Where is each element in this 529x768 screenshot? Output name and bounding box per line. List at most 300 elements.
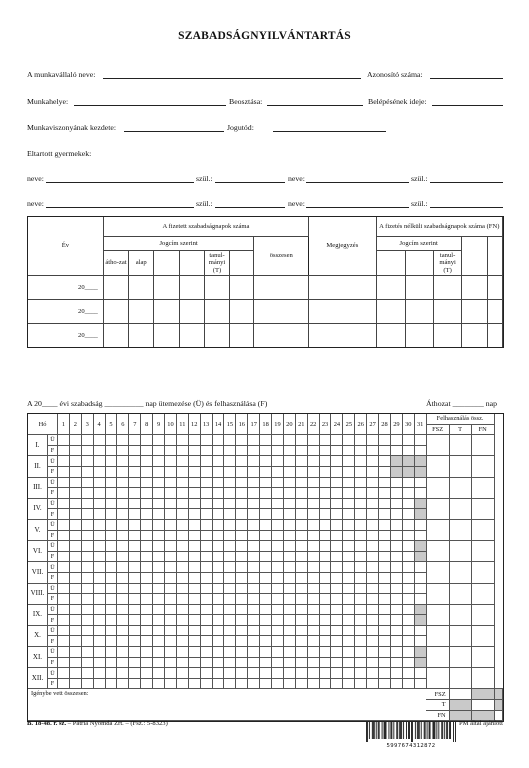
day-cell[interactable]: [117, 498, 129, 509]
day-cell[interactable]: [141, 657, 153, 668]
day-cell[interactable]: [390, 551, 402, 562]
day-cell[interactable]: [153, 477, 165, 488]
day-cell[interactable]: [260, 647, 272, 658]
day-cell[interactable]: [260, 466, 272, 477]
day-cell[interactable]: [105, 466, 117, 477]
day-cell[interactable]: [176, 615, 188, 626]
day-cell[interactable]: [343, 678, 355, 689]
day-cell[interactable]: [212, 498, 224, 509]
day-cell[interactable]: [93, 530, 105, 541]
day-cell[interactable]: [414, 530, 426, 541]
day-cell[interactable]: [319, 615, 331, 626]
day-cell[interactable]: [212, 541, 224, 552]
day-cell[interactable]: [367, 509, 379, 520]
day-cell[interactable]: [129, 636, 141, 647]
day-cell[interactable]: [236, 572, 248, 583]
day-cell[interactable]: [105, 572, 117, 583]
day-cell[interactable]: [272, 488, 284, 499]
day-cell[interactable]: [165, 498, 177, 509]
day-cell[interactable]: [153, 456, 165, 467]
day-cell[interactable]: [343, 488, 355, 499]
day-cell[interactable]: [402, 572, 414, 583]
day-cell[interactable]: [69, 615, 81, 626]
day-cell[interactable]: [129, 456, 141, 467]
day-cell[interactable]: [331, 488, 343, 499]
usage-cell[interactable]: [471, 435, 494, 456]
day-cell[interactable]: [93, 572, 105, 583]
day-cell[interactable]: [188, 604, 200, 615]
day-cell[interactable]: [212, 488, 224, 499]
day-cell[interactable]: [390, 678, 402, 689]
usage-cell[interactable]: [449, 477, 471, 498]
day-cell[interactable]: [105, 541, 117, 552]
day-cell[interactable]: [129, 477, 141, 488]
day-cell[interactable]: [141, 498, 153, 509]
day-cell[interactable]: [248, 435, 260, 446]
day-cell[interactable]: [283, 657, 295, 668]
day-cell[interactable]: [224, 647, 236, 658]
day-cell[interactable]: [212, 530, 224, 541]
usage-cell[interactable]: [449, 647, 471, 668]
day-cell[interactable]: [105, 647, 117, 658]
day-cell[interactable]: [367, 647, 379, 658]
day-cell[interactable]: [81, 466, 93, 477]
day-cell[interactable]: [414, 435, 426, 446]
usage-cell[interactable]: [471, 562, 494, 583]
day-cell[interactable]: [200, 456, 212, 467]
day-cell[interactable]: [129, 668, 141, 679]
day-cell[interactable]: [212, 445, 224, 456]
id-number-field[interactable]: [430, 78, 503, 79]
day-cell[interactable]: [355, 530, 367, 541]
day-cell[interactable]: [212, 604, 224, 615]
day-cell[interactable]: [200, 466, 212, 477]
day-cell[interactable]: [260, 562, 272, 573]
day-cell[interactable]: [272, 615, 284, 626]
day-cell[interactable]: [81, 583, 93, 594]
day-cell[interactable]: [81, 657, 93, 668]
day-cell[interactable]: [367, 636, 379, 647]
usage-cell[interactable]: [426, 625, 449, 646]
day-cell[interactable]: [402, 583, 414, 594]
day-cell[interactable]: [295, 530, 307, 541]
day-cell[interactable]: [188, 678, 200, 689]
day-cell[interactable]: [93, 541, 105, 552]
day-cell[interactable]: [367, 678, 379, 689]
day-cell[interactable]: [402, 530, 414, 541]
day-cell[interactable]: [176, 594, 188, 605]
day-cell[interactable]: [105, 625, 117, 636]
day-cell[interactable]: [224, 456, 236, 467]
day-cell[interactable]: [390, 583, 402, 594]
day-cell[interactable]: [390, 435, 402, 446]
day-cell[interactable]: [212, 519, 224, 530]
day-cell[interactable]: [93, 488, 105, 499]
day-cell[interactable]: [260, 572, 272, 583]
day-cell[interactable]: [390, 509, 402, 520]
day-cell[interactable]: [58, 530, 70, 541]
day-cell[interactable]: [319, 509, 331, 520]
day-cell[interactable]: [188, 594, 200, 605]
day-cell[interactable]: [200, 530, 212, 541]
day-cell[interactable]: [224, 678, 236, 689]
day-cell[interactable]: [260, 435, 272, 446]
day-cell[interactable]: [307, 488, 319, 499]
day-cell[interactable]: [81, 636, 93, 647]
day-cell[interactable]: [343, 625, 355, 636]
day-cell[interactable]: [390, 498, 402, 509]
day-cell[interactable]: [105, 435, 117, 446]
usage-cell[interactable]: [471, 604, 494, 625]
usage-cell[interactable]: [426, 604, 449, 625]
day-cell[interactable]: [272, 604, 284, 615]
usage-cell[interactable]: [471, 519, 494, 540]
usage-cell[interactable]: [449, 519, 471, 540]
day-cell[interactable]: [117, 583, 129, 594]
child-born-field[interactable]: [215, 182, 285, 183]
day-cell[interactable]: [69, 572, 81, 583]
day-cell[interactable]: [200, 435, 212, 446]
day-cell[interactable]: [141, 488, 153, 499]
day-cell[interactable]: [176, 668, 188, 679]
day-cell[interactable]: [236, 541, 248, 552]
day-cell[interactable]: [200, 488, 212, 499]
day-cell[interactable]: [331, 678, 343, 689]
day-cell[interactable]: [153, 541, 165, 552]
day-cell[interactable]: [355, 498, 367, 509]
day-cell[interactable]: [248, 668, 260, 679]
day-cell[interactable]: [236, 583, 248, 594]
usage-cell[interactable]: [426, 541, 449, 562]
day-cell[interactable]: [58, 509, 70, 520]
day-cell[interactable]: [367, 498, 379, 509]
day-cell[interactable]: [176, 657, 188, 668]
day-cell[interactable]: [176, 678, 188, 689]
summary-cell[interactable]: [449, 689, 471, 700]
day-cell[interactable]: [343, 583, 355, 594]
day-cell[interactable]: [117, 541, 129, 552]
day-cell[interactable]: [390, 604, 402, 615]
day-cell[interactable]: [367, 562, 379, 573]
day-cell[interactable]: [81, 477, 93, 488]
day-cell[interactable]: [319, 541, 331, 552]
day-cell[interactable]: [390, 657, 402, 668]
day-cell[interactable]: [141, 668, 153, 679]
day-cell[interactable]: [331, 615, 343, 626]
day-cell[interactable]: [58, 668, 70, 679]
usage-cell[interactable]: [426, 647, 449, 668]
day-cell[interactable]: [69, 456, 81, 467]
day-cell[interactable]: [141, 445, 153, 456]
day-cell[interactable]: [58, 657, 70, 668]
day-cell[interactable]: [402, 562, 414, 573]
entry-date-field[interactable]: [432, 105, 503, 106]
day-cell[interactable]: [414, 678, 426, 689]
day-cell[interactable]: [236, 647, 248, 658]
day-cell[interactable]: [236, 466, 248, 477]
day-cell[interactable]: [402, 647, 414, 658]
day-cell[interactable]: [355, 456, 367, 467]
day-cell[interactable]: [200, 551, 212, 562]
day-cell[interactable]: [165, 477, 177, 488]
day-cell[interactable]: [355, 519, 367, 530]
day-cell[interactable]: [212, 668, 224, 679]
day-cell[interactable]: [295, 456, 307, 467]
day-cell[interactable]: [343, 668, 355, 679]
day-cell[interactable]: [272, 498, 284, 509]
day-cell[interactable]: [390, 615, 402, 626]
day-cell[interactable]: [248, 562, 260, 573]
day-cell[interactable]: [212, 477, 224, 488]
day-cell[interactable]: [69, 594, 81, 605]
day-cell[interactable]: [260, 604, 272, 615]
day-cell[interactable]: [260, 530, 272, 541]
day-cell[interactable]: [212, 615, 224, 626]
child-name-field[interactable]: [46, 182, 194, 183]
day-cell[interactable]: [129, 445, 141, 456]
day-cell[interactable]: [367, 668, 379, 679]
day-cell[interactable]: [402, 477, 414, 488]
day-cell[interactable]: [153, 519, 165, 530]
day-cell[interactable]: [379, 530, 391, 541]
day-cell[interactable]: [355, 562, 367, 573]
day-cell[interactable]: [200, 562, 212, 573]
day-cell[interactable]: [260, 625, 272, 636]
day-cell[interactable]: [367, 615, 379, 626]
day-cell[interactable]: [355, 477, 367, 488]
day-cell[interactable]: [390, 488, 402, 499]
day-cell[interactable]: [224, 615, 236, 626]
day-cell[interactable]: [105, 456, 117, 467]
day-cell[interactable]: [224, 551, 236, 562]
day-cell[interactable]: [58, 466, 70, 477]
day-cell[interactable]: [93, 466, 105, 477]
day-cell[interactable]: [236, 625, 248, 636]
day-cell[interactable]: [248, 477, 260, 488]
day-cell[interactable]: [248, 519, 260, 530]
day-cell[interactable]: [414, 488, 426, 499]
day-cell[interactable]: [69, 435, 81, 446]
day-cell[interactable]: [165, 519, 177, 530]
day-cell[interactable]: [295, 477, 307, 488]
day-cell[interactable]: [248, 678, 260, 689]
day-cell[interactable]: [402, 551, 414, 562]
day-cell[interactable]: [105, 551, 117, 562]
day-cell[interactable]: [117, 625, 129, 636]
day-cell[interactable]: [331, 477, 343, 488]
day-cell[interactable]: [188, 488, 200, 499]
day-cell[interactable]: [212, 657, 224, 668]
day-cell[interactable]: [390, 562, 402, 573]
day-cell[interactable]: [117, 657, 129, 668]
day-cell[interactable]: [379, 541, 391, 552]
day-cell[interactable]: [283, 445, 295, 456]
day-cell[interactable]: [402, 541, 414, 552]
usage-cell[interactable]: [426, 498, 449, 519]
day-cell[interactable]: [236, 530, 248, 541]
day-cell[interactable]: [379, 445, 391, 456]
day-cell[interactable]: [379, 583, 391, 594]
day-cell[interactable]: [200, 636, 212, 647]
day-cell[interactable]: [295, 636, 307, 647]
day-cell[interactable]: [319, 445, 331, 456]
day-cell[interactable]: [307, 445, 319, 456]
day-cell[interactable]: [176, 509, 188, 520]
day-cell[interactable]: [200, 657, 212, 668]
day-cell[interactable]: [402, 615, 414, 626]
day-cell[interactable]: [176, 583, 188, 594]
day-cell[interactable]: [69, 562, 81, 573]
day-cell[interactable]: [93, 647, 105, 658]
day-cell[interactable]: [153, 551, 165, 562]
day-cell[interactable]: [283, 678, 295, 689]
day-cell[interactable]: [272, 668, 284, 679]
day-cell[interactable]: [295, 668, 307, 679]
day-cell[interactable]: [69, 530, 81, 541]
day-cell[interactable]: [248, 657, 260, 668]
day-cell[interactable]: [165, 530, 177, 541]
day-cell[interactable]: [307, 572, 319, 583]
day-cell[interactable]: [141, 594, 153, 605]
day-cell[interactable]: [319, 657, 331, 668]
day-cell[interactable]: [283, 466, 295, 477]
day-cell[interactable]: [248, 636, 260, 647]
day-cell[interactable]: [343, 435, 355, 446]
day-cell[interactable]: [295, 488, 307, 499]
day-cell[interactable]: [105, 519, 117, 530]
day-cell[interactable]: [331, 657, 343, 668]
day-cell[interactable]: [176, 604, 188, 615]
day-cell[interactable]: [224, 477, 236, 488]
day-cell[interactable]: [212, 572, 224, 583]
day-cell[interactable]: [379, 572, 391, 583]
day-cell[interactable]: [117, 488, 129, 499]
usage-cell[interactable]: [426, 456, 449, 477]
day-cell[interactable]: [105, 657, 117, 668]
day-cell[interactable]: [379, 466, 391, 477]
day-cell[interactable]: [307, 647, 319, 658]
day-cell[interactable]: [153, 668, 165, 679]
day-cell[interactable]: [307, 636, 319, 647]
day-cell[interactable]: [379, 636, 391, 647]
day-cell[interactable]: [105, 668, 117, 679]
day-cell[interactable]: [200, 668, 212, 679]
day-cell[interactable]: [331, 530, 343, 541]
day-cell[interactable]: [355, 594, 367, 605]
day-cell[interactable]: [129, 498, 141, 509]
day-cell[interactable]: [272, 445, 284, 456]
day-cell[interactable]: [414, 668, 426, 679]
day-cell[interactable]: [272, 572, 284, 583]
day-cell[interactable]: [390, 647, 402, 658]
day-cell[interactable]: [307, 466, 319, 477]
day-cell[interactable]: [379, 456, 391, 467]
day-cell[interactable]: [283, 477, 295, 488]
day-cell[interactable]: [224, 488, 236, 499]
day-cell[interactable]: [224, 594, 236, 605]
day-cell[interactable]: [236, 604, 248, 615]
day-cell[interactable]: [248, 445, 260, 456]
day-cell[interactable]: [272, 625, 284, 636]
day-cell[interactable]: [212, 678, 224, 689]
day-cell[interactable]: [319, 562, 331, 573]
day-cell[interactable]: [307, 477, 319, 488]
day-cell[interactable]: [272, 519, 284, 530]
day-cell[interactable]: [224, 435, 236, 446]
day-cell[interactable]: [165, 572, 177, 583]
day-cell[interactable]: [69, 657, 81, 668]
day-cell[interactable]: [272, 583, 284, 594]
day-cell[interactable]: [117, 519, 129, 530]
day-cell[interactable]: [272, 562, 284, 573]
day-cell[interactable]: [283, 604, 295, 615]
day-cell[interactable]: [307, 509, 319, 520]
day-cell[interactable]: [272, 477, 284, 488]
day-cell[interactable]: [117, 466, 129, 477]
day-cell[interactable]: [153, 647, 165, 658]
day-cell[interactable]: [260, 541, 272, 552]
day-cell[interactable]: [200, 541, 212, 552]
usage-cell[interactable]: [471, 668, 494, 689]
day-cell[interactable]: [69, 488, 81, 499]
day-cell[interactable]: [248, 647, 260, 658]
day-cell[interactable]: [295, 509, 307, 520]
day-cell[interactable]: [331, 519, 343, 530]
day-cell[interactable]: [93, 625, 105, 636]
day-cell[interactable]: [402, 445, 414, 456]
day-cell[interactable]: [224, 562, 236, 573]
day-cell[interactable]: [236, 594, 248, 605]
day-cell[interactable]: [141, 435, 153, 446]
day-cell[interactable]: [260, 445, 272, 456]
day-cell[interactable]: [69, 477, 81, 488]
day-cell[interactable]: [93, 594, 105, 605]
day-cell[interactable]: [367, 445, 379, 456]
day-cell[interactable]: [69, 604, 81, 615]
day-cell[interactable]: [176, 541, 188, 552]
day-cell[interactable]: [69, 668, 81, 679]
day-cell[interactable]: [295, 678, 307, 689]
day-cell[interactable]: [105, 604, 117, 615]
day-cell[interactable]: [93, 604, 105, 615]
day-cell[interactable]: [117, 551, 129, 562]
day-cell[interactable]: [188, 647, 200, 658]
day-cell[interactable]: [188, 435, 200, 446]
day-cell[interactable]: [81, 530, 93, 541]
workplace-field[interactable]: [74, 105, 226, 106]
day-cell[interactable]: [188, 445, 200, 456]
day-cell[interactable]: [367, 657, 379, 668]
day-cell[interactable]: [165, 657, 177, 668]
day-cell[interactable]: [129, 488, 141, 499]
day-cell[interactable]: [141, 636, 153, 647]
day-cell[interactable]: [355, 583, 367, 594]
day-cell[interactable]: [248, 498, 260, 509]
day-cell[interactable]: [283, 615, 295, 626]
day-cell[interactable]: [248, 583, 260, 594]
day-cell[interactable]: [307, 657, 319, 668]
day-cell[interactable]: [390, 530, 402, 541]
day-cell[interactable]: [58, 636, 70, 647]
day-cell[interactable]: [200, 509, 212, 520]
day-cell[interactable]: [402, 509, 414, 520]
day-cell[interactable]: [105, 477, 117, 488]
usage-cell[interactable]: [471, 498, 494, 519]
day-cell[interactable]: [165, 541, 177, 552]
day-cell[interactable]: [188, 562, 200, 573]
day-cell[interactable]: [58, 435, 70, 446]
day-cell[interactable]: [69, 541, 81, 552]
